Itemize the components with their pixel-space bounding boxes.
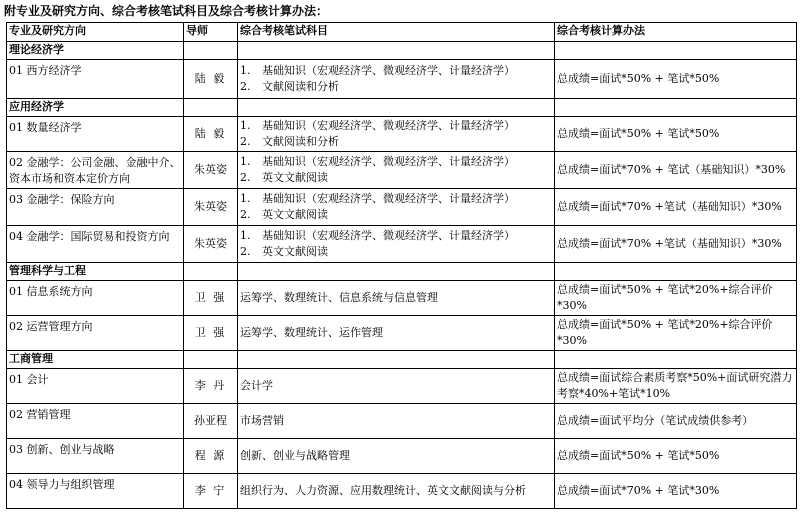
major-cell: 03 创新、创业与战略 [7, 439, 184, 474]
section-empty-cell [555, 351, 797, 369]
subject-text: 基础知识（宏观经济学、微观经济学、计量经济学） [262, 192, 515, 206]
subject-line [240, 154, 552, 170]
subjects-cell [238, 439, 555, 474]
major-cell: 02 营销管理 [7, 404, 184, 439]
subject-number: 2. [240, 80, 251, 93]
document-title: 附专业及研究方向、综合考核笔试科目及综合考核计算办法： [4, 4, 329, 18]
subject-line [240, 228, 552, 244]
subject-line [240, 325, 552, 341]
major-cell: 02 运营管理方向 [7, 316, 184, 351]
tutor-cell: 卫 强 [184, 281, 238, 316]
method-cell: 总成绩=面试*50% + 笔试*50% [555, 60, 797, 99]
section-empty-cell [184, 42, 238, 60]
subject-line [240, 244, 552, 260]
section-empty-cell [238, 99, 555, 117]
section-empty-cell [555, 42, 797, 60]
subject-line [240, 290, 552, 306]
table-row [7, 226, 797, 263]
subject-line [240, 170, 552, 186]
method-cell: 总成绩=面试*50% + 笔试*20%+综合评价*30% [555, 281, 797, 316]
section-name: 管理科学与工程 [7, 263, 184, 281]
table-row [7, 316, 797, 351]
subject-line [240, 448, 552, 464]
method-cell: 总成绩=面试*50% + 笔试*20%+综合评价*30% [555, 316, 797, 351]
major-cell: 01 西方经济学 [7, 60, 184, 99]
major-cell: 01 会计 [7, 369, 184, 404]
method-cell: 总成绩=面试*70% +笔试（基础知识）*30% [555, 226, 797, 263]
major-cell: 03 金融学：保险方向 [7, 189, 184, 226]
section-row [7, 99, 797, 117]
section-empty-cell [184, 99, 238, 117]
subject-number: 2. [240, 245, 251, 258]
subject-text: 文献阅读和分析 [262, 135, 339, 148]
major-cell: 04 金融学：国际贸易和投资方向 [7, 226, 184, 263]
table-row [7, 474, 797, 509]
subjects-cell [238, 189, 555, 226]
subjects-cell [238, 404, 555, 439]
subjects-cell [238, 281, 555, 316]
subject-text: 基础知识（宏观经济学、微观经济学、计量经济学） [262, 155, 515, 169]
header-subjects: 综合考核笔试科目 [238, 23, 555, 42]
subject-text: 组织行为、人力资源、应用数理统计、英文文献阅读与分析 [240, 484, 526, 498]
section-empty-cell [238, 263, 555, 281]
table-row [7, 189, 797, 226]
header-major: 专业及研究方向 [7, 23, 184, 42]
table-row [7, 152, 797, 189]
table-row [7, 439, 797, 474]
subject-text: 运筹学、数理统计、运作管理 [240, 326, 383, 340]
tutor-cell: 朱英姿 [184, 189, 238, 226]
exam-table-body [7, 23, 797, 509]
subject-line [240, 413, 552, 429]
tutor-cell: 陆 毅 [184, 60, 238, 99]
tutor-cell: 程 源 [184, 439, 238, 474]
section-empty-cell [184, 351, 238, 369]
method-cell: 总成绩=面试*50% + 笔试*50% [555, 117, 797, 152]
subject-text: 运筹学、数理统计、信息系统与信息管理 [240, 291, 438, 305]
subjects-cell [238, 369, 555, 404]
section-empty-cell [555, 263, 797, 281]
subject-text: 会计学 [240, 379, 273, 393]
tutor-cell: 李 丹 [184, 369, 238, 404]
section-name: 应用经济学 [7, 99, 184, 117]
section-empty-cell [555, 99, 797, 117]
subject-number: 2. [240, 208, 251, 221]
tutor-cell: 陆 毅 [184, 117, 238, 152]
subject-line [240, 79, 552, 95]
table-row [7, 281, 797, 316]
section-empty-cell [238, 42, 555, 60]
subject-line [240, 63, 552, 79]
method-cell: 总成绩=面试平均分（笔试成绩供参考） [555, 404, 797, 439]
tutor-cell: 孙亚程 [184, 404, 238, 439]
subject-text: 市场营销 [240, 414, 284, 428]
tutor-cell: 卫 强 [184, 316, 238, 351]
major-cell: 02 金融学：公司金融、金融中介、资本市场和资本定价方向 [7, 152, 184, 189]
subject-line [240, 118, 552, 134]
subject-number: 1. [240, 192, 251, 206]
section-empty-cell [184, 263, 238, 281]
subject-text: 基础知识（宏观经济学、微观经济学、计量经济学） [262, 229, 515, 243]
table-row [7, 369, 797, 404]
tutor-cell: 李 宁 [184, 474, 238, 509]
subjects-cell [238, 316, 555, 351]
section-row [7, 263, 797, 281]
method-cell: 总成绩=面试*70% +笔试（基础知识）*30% [555, 189, 797, 226]
subject-text: 创新、创业与战略管理 [240, 449, 350, 463]
subject-line [240, 134, 552, 150]
subject-line [240, 191, 552, 207]
tutor-cell: 朱英姿 [184, 226, 238, 263]
header-method: 综合考核计算办法 [555, 23, 797, 42]
subject-text: 文献阅读和分析 [262, 80, 339, 93]
subject-number: 1. [240, 155, 251, 169]
subject-number: 2. [240, 135, 251, 148]
subjects-cell [238, 474, 555, 509]
section-row [7, 42, 797, 60]
subject-text: 基础知识（宏观经济学、微观经济学、计量经济学） [262, 64, 515, 78]
subject-line [240, 207, 552, 223]
subject-line [240, 483, 552, 499]
method-cell: 总成绩=面试*50% + 笔试*50% [555, 439, 797, 474]
subjects-cell [238, 226, 555, 263]
section-empty-cell [238, 351, 555, 369]
subject-text: 基础知识（宏观经济学、微观经济学、计量经济学） [262, 119, 515, 133]
subjects-cell [238, 60, 555, 99]
subject-number: 1. [240, 229, 251, 243]
section-name: 理论经济学 [7, 42, 184, 60]
subject-number: 1. [240, 64, 251, 78]
major-cell: 04 领导力与组织管理 [7, 474, 184, 509]
subject-text: 英文文献阅读 [262, 208, 328, 221]
major-cell: 01 数量经济学 [7, 117, 184, 152]
subject-number: 2. [240, 171, 251, 184]
method-cell: 总成绩=面试综合素质考察*50%+面试研究潜力考察*40%+笔试*10% [555, 369, 797, 404]
subjects-cell [238, 117, 555, 152]
header-tutor: 导师 [184, 23, 238, 42]
table-header-row [7, 23, 797, 42]
table-row [7, 117, 797, 152]
subject-text: 英文文献阅读 [262, 171, 328, 184]
exam-table [6, 22, 797, 509]
table-row [7, 404, 797, 439]
table-row [7, 60, 797, 99]
subjects-cell [238, 152, 555, 189]
tutor-cell: 朱英姿 [184, 152, 238, 189]
subject-line [240, 378, 552, 394]
method-cell: 总成绩=面试*70% + 笔试（基础知识）*30% [555, 152, 797, 189]
section-name: 工商管理 [7, 351, 184, 369]
subject-text: 英文文献阅读 [262, 245, 328, 258]
section-row [7, 351, 797, 369]
subject-number: 1. [240, 119, 251, 133]
method-cell: 总成绩=面试*70% + 笔试*30% [555, 474, 797, 509]
major-cell: 01 信息系统方向 [7, 281, 184, 316]
